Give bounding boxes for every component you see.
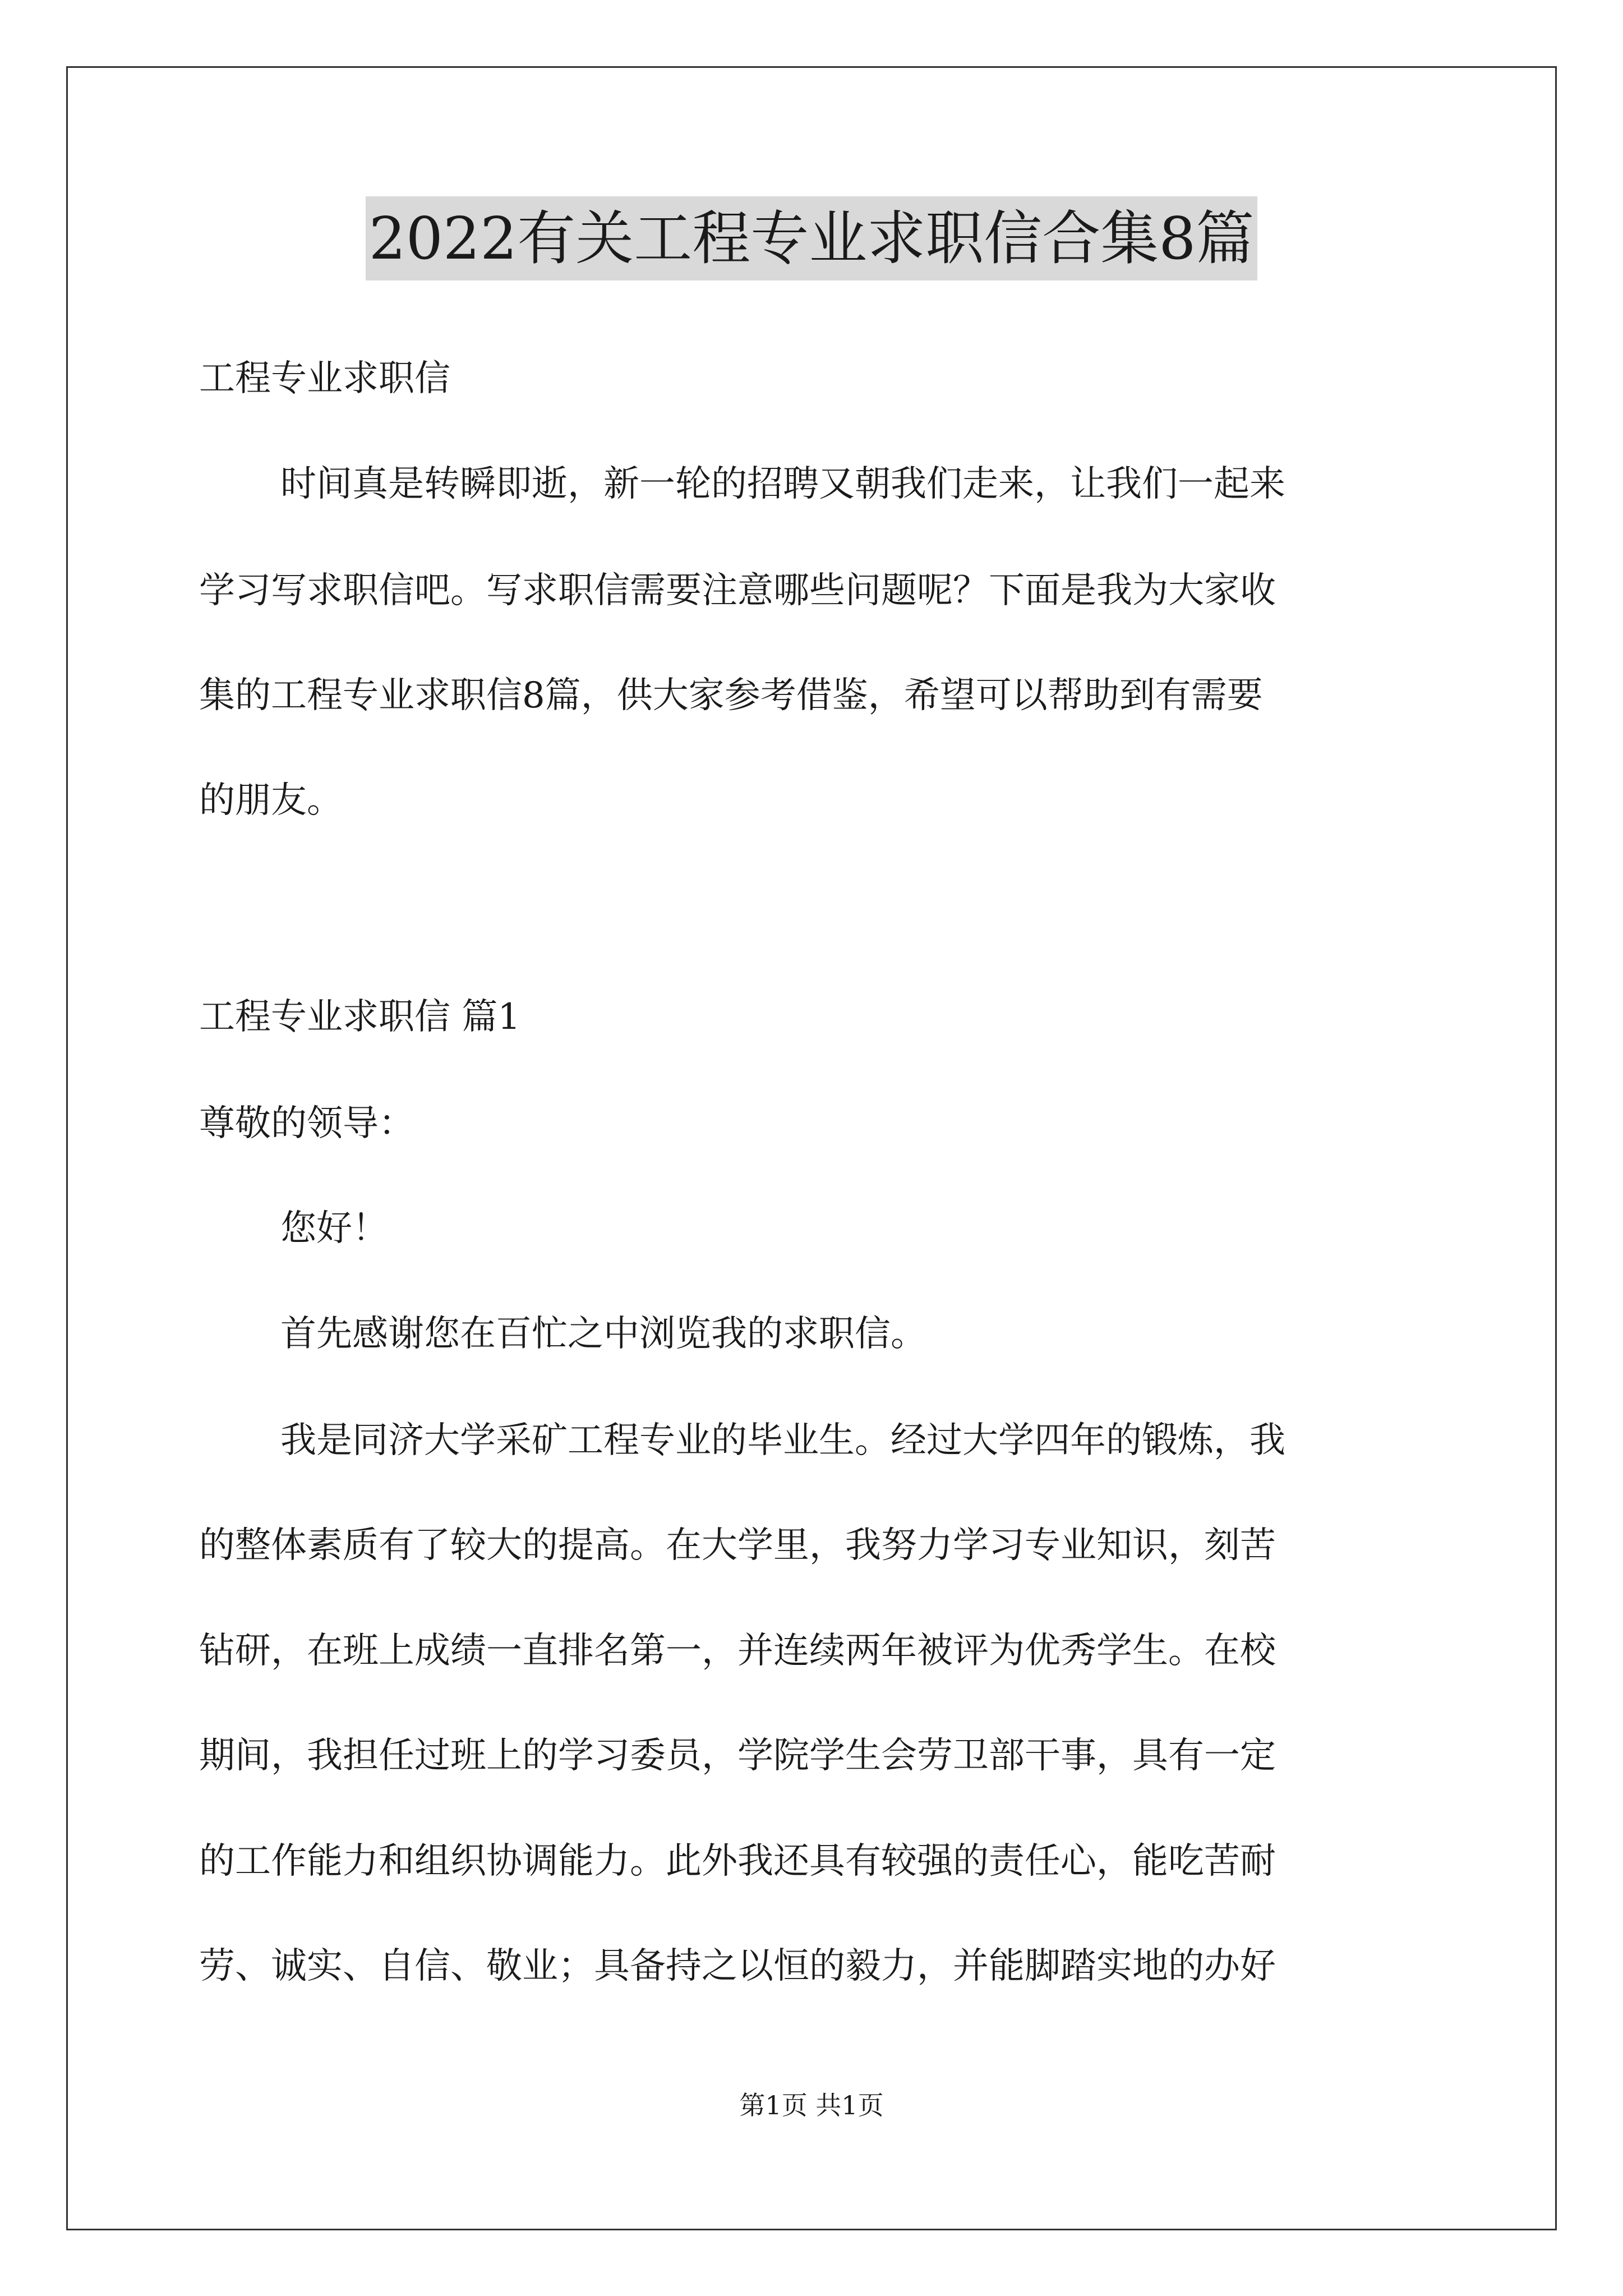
letter-paragraph-2-line-6: 劳、诚实、自信、敬业；具备持之以恒的毅力，并能脚踏实地的办好	[199, 1945, 1276, 1987]
letter-paragraph-2-line-5: 的工作能力和组织协调能力。此外我还具有较强的责任心，能吃苦耐	[199, 1841, 1276, 1882]
letter-greeting: 您好！	[280, 1208, 388, 1249]
intro-line-2: 学习写求职信吧。写求职信需要注意哪些问题呢？下面是我为大家收	[199, 570, 1276, 611]
letter-paragraph-2-line-1: 我是同济大学采矿工程专业的毕业生。经过大学四年的锻炼，我	[280, 1420, 1285, 1461]
letter-salutation: 尊敬的领导：	[199, 1103, 414, 1144]
intro-line-4: 的朋友。	[199, 780, 343, 821]
section-heading: 工程专业求职信	[199, 358, 450, 399]
letter-paragraph-1: 首先感谢您在百忙之中浏览我的求职信。	[280, 1313, 926, 1355]
page-footer: 第1页 共1页	[739, 2090, 884, 2120]
intro-line-3: 集的工程专业求职信8篇，供大家参考借鉴，希望可以帮助到有需要	[199, 675, 1263, 716]
letter-paragraph-2-line-4: 期间，我担任过班上的学习委员，学院学生会劳卫部干事，具有一定	[199, 1735, 1276, 1777]
letter-paragraph-2-line-2: 的整体素质有了较大的提高。在大学里，我努力学习专业知识，刻苦	[199, 1525, 1276, 1566]
letter-1-heading: 工程专业求职信 篇1	[199, 996, 521, 1038]
intro-line-1: 时间真是转瞬即逝，新一轮的招聘又朝我们走来，让我们一起来	[280, 463, 1285, 505]
title-container	[0, 196, 1623, 280]
document-title: 2022有关工程专业求职信合集8篇	[366, 196, 1258, 280]
letter-paragraph-2-line-3: 钻研，在班上成绩一直排名第一，并连续两年被评为优秀学生。在校	[199, 1630, 1276, 1672]
